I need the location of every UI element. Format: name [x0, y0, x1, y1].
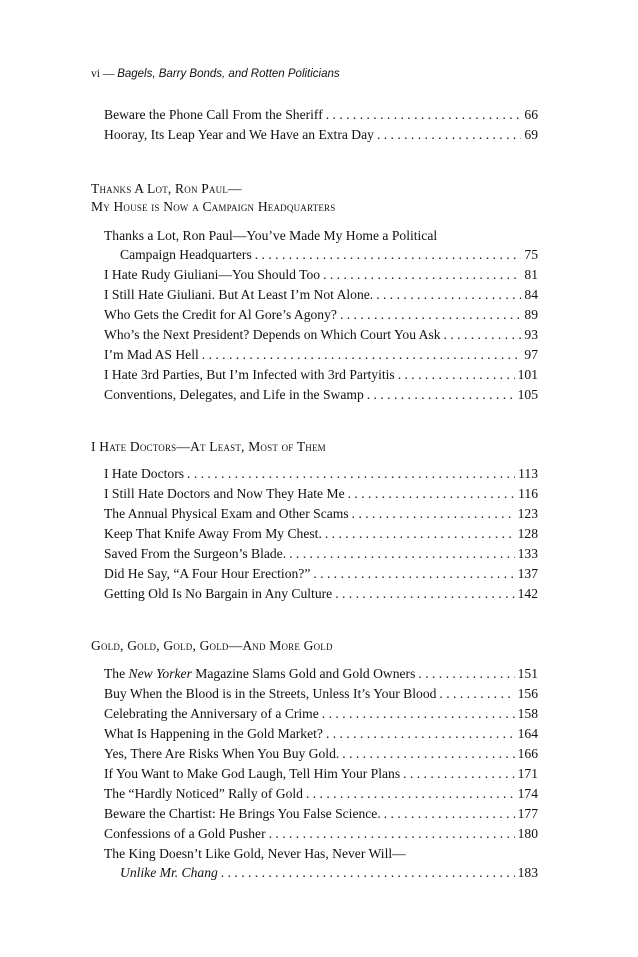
toc-entry[interactable] [104, 365, 538, 385]
toc-entry[interactable] [104, 824, 538, 844]
toc-entry[interactable] [104, 484, 538, 504]
entry-title: I Hate 3rd Parties, But I’m Infected with 3rd Partyitis [104, 367, 395, 382]
entry-title: What Is Happening in the Gold Market? [104, 726, 323, 741]
running-head [91, 68, 340, 80]
entry-page: 133 [517, 546, 538, 561]
entry-page: 183 [517, 865, 538, 880]
entry-page: 101 [517, 367, 538, 382]
toc-entry[interactable] [104, 345, 538, 365]
toc-entry[interactable] [120, 863, 538, 883]
entry-title: The New Yorker Magazine Slams Gold and Gold Owners [104, 666, 416, 681]
section-title: I Hate Doctors—At Least, Most of Them [91, 439, 326, 454]
entry-title: Thanks a Lot, Ron Paul—You’ve Made My Home a Political [104, 228, 438, 243]
toc-entry[interactable] [104, 325, 538, 345]
entry-title: Beware the Phone Call From the Sheriff [104, 107, 323, 122]
toc-entry[interactable] [120, 245, 538, 265]
toc-entry[interactable] [104, 265, 538, 285]
section-title: Gold, Gold, Gold, Gold—And More Gold [91, 638, 333, 653]
toc-entry[interactable] [104, 784, 538, 804]
section-title: Thanks A Lot, Ron Paul— [91, 181, 242, 196]
toc-entry[interactable] [104, 724, 538, 744]
entry-page: 128 [517, 526, 538, 541]
folio: vi — [91, 68, 115, 80]
entry-title: Saved From the Surgeon’s Blade. [104, 546, 287, 561]
toc-entry[interactable] [104, 504, 538, 524]
toc-entry[interactable] [104, 544, 538, 564]
toc-entry[interactable] [104, 385, 538, 405]
magazine-name: New Yorker [128, 666, 192, 681]
entry-title: I’m Mad AS Hell [104, 347, 199, 362]
entry-page: 89 [524, 307, 538, 322]
toc-entry[interactable] [104, 564, 538, 584]
section-title: My House is Now a Campaign Headquarters [91, 199, 336, 214]
entry-page: 158 [517, 706, 538, 721]
entry-title: Celebrating the Anniversary of a Crime [104, 706, 319, 721]
toc-entry[interactable] [104, 285, 538, 305]
entry-title: I Still Hate Giuliani. But At Least I’m Not Alone. [104, 287, 374, 302]
entry-title: The Annual Physical Exam and Other Scams [104, 506, 349, 521]
entry-page: 164 [517, 726, 538, 741]
entry-page: 171 [517, 766, 538, 781]
toc-entry[interactable] [104, 664, 538, 684]
entry-page: 93 [524, 327, 538, 342]
entry-page: 116 [518, 486, 538, 501]
entry-page: 66 [524, 107, 538, 122]
entry-page: 69 [524, 127, 538, 142]
entry-title: Who’s the Next President? Depends on Which Court You Ask [104, 327, 441, 342]
entry-page: 97 [524, 347, 538, 362]
toc-entry[interactable] [104, 125, 538, 145]
toc-entry[interactable] [104, 704, 538, 724]
entry-title: Beware the Chartist: He Brings You False Science. [104, 806, 381, 821]
entry-title: I Hate Rudy Giuliani—You Should Too [104, 267, 321, 282]
entry-title: Who Gets the Credit for Al Gore’s Agony? [104, 307, 337, 322]
entry-title: Confessions of a Gold Pusher [104, 826, 266, 841]
entry-page: 156 [517, 686, 538, 701]
entry-title: Unlike Mr. Chang [120, 865, 218, 880]
toc-entry[interactable] [104, 764, 538, 784]
entry-title: If You Want to Make God Laugh, Tell Him Your Plans [104, 766, 401, 781]
entry-page: 75 [524, 247, 538, 262]
entry-title: Yes, There Are Risks When You Buy Gold. [104, 746, 340, 761]
toc-entry[interactable] [104, 105, 538, 125]
entry-title: Campaign Headquarters [120, 247, 252, 262]
entry-title: Did He Say, “A Four Hour Erection?” [104, 566, 311, 581]
toc-entry[interactable] [104, 684, 538, 704]
toc-entry[interactable] [104, 305, 538, 325]
entry-page: 137 [517, 566, 538, 581]
toc-entry[interactable] [104, 584, 538, 604]
entry-page: 174 [517, 786, 538, 801]
toc-entry[interactable] [104, 744, 538, 764]
entry-page: 123 [517, 506, 538, 521]
toc-entry[interactable] [104, 524, 538, 544]
book-title: Bagels, Barry Bonds, and Rotten Politicians [117, 68, 340, 80]
entry-title: I Hate Doctors [104, 466, 185, 481]
entry-page: 113 [518, 466, 538, 481]
entry-title: The King Doesn’t Like Gold, Never Has, Never Will— [104, 846, 406, 861]
entry-page: 142 [517, 586, 538, 601]
entry-page: 84 [524, 287, 538, 302]
entry-page: 151 [517, 666, 538, 681]
entry-title: Keep That Knife Away From My Chest. [104, 526, 322, 541]
entry-title: Conventions, Delegates, and Life in the Swamp [104, 387, 364, 402]
entry-page: 105 [517, 387, 538, 402]
entry-page: 81 [524, 267, 538, 282]
entry-title: I Still Hate Doctors and Now They Hate Me [104, 486, 345, 501]
entry-title: Getting Old Is No Bargain in Any Culture [104, 586, 333, 601]
toc-entry[interactable] [104, 464, 538, 484]
entry-title: The “Hardly Noticed” Rally of Gold [104, 786, 303, 801]
entry-page: 180 [517, 826, 538, 841]
entry-title: Hooray, Its Leap Year and We Have an Extra Day [104, 127, 374, 142]
entry-page: 166 [517, 746, 538, 761]
entry-title: Buy When the Blood is in the Streets, Unless It’s Your Blood [104, 686, 437, 701]
toc-entry[interactable] [104, 804, 538, 824]
entry-page: 177 [517, 806, 538, 821]
